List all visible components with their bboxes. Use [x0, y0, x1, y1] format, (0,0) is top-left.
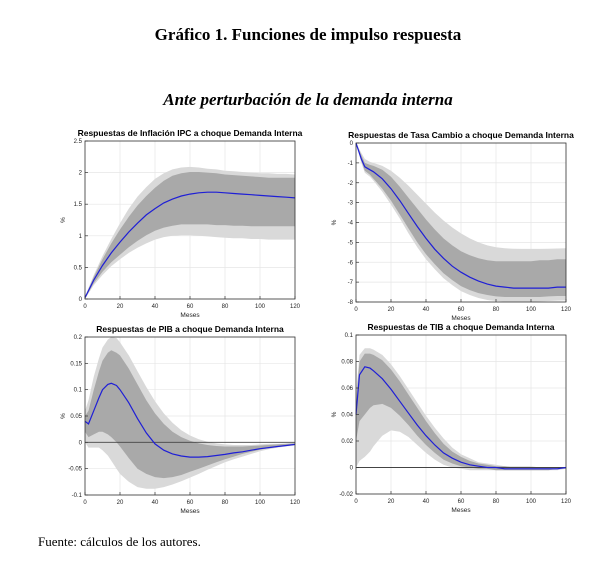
- y-tick-label: 0.1: [73, 387, 82, 394]
- x-tick-label: 80: [492, 499, 500, 505]
- y-axis-label: %: [331, 219, 338, 226]
- y-tick-label: 0.05: [70, 414, 82, 420]
- chart-title: Respuestas de Tasa Cambio a choque Demanda Interna: [348, 130, 574, 140]
- x-tick-label: 100: [254, 304, 266, 310]
- y-tick-label: -8: [347, 300, 353, 306]
- y-tick-label: -7: [347, 280, 353, 287]
- x-tick-label: 40: [422, 499, 430, 505]
- chart-title: Respuestas de TIB a choque Demanda Interna: [367, 322, 555, 332]
- x-axis-label: Meses: [451, 507, 471, 514]
- y-axis-label: %: [60, 413, 67, 419]
- x-tick-label: 20: [387, 499, 395, 505]
- y-tick-label: 1.5: [73, 202, 82, 209]
- y-tick-label: 0.04: [341, 412, 353, 419]
- y-tick-label: 0.15: [70, 361, 82, 368]
- x-tick-label: 80: [492, 307, 500, 313]
- y-tick-label: -1: [347, 160, 353, 167]
- x-axis-label: Meses: [180, 508, 200, 515]
- y-tick-label: 1: [78, 233, 82, 240]
- x-tick-label: 40: [151, 304, 159, 310]
- figure-title: Gráfico 1. Funciones de impulso respuesta: [154, 25, 462, 44]
- y-tick-label: 2: [78, 170, 82, 177]
- y-tick-label: -2: [347, 180, 353, 187]
- x-tick-label: 80: [221, 304, 229, 310]
- x-tick-label: 20: [387, 307, 395, 313]
- source-note: Fuente: cálculos de los autores.: [38, 534, 201, 549]
- x-tick-label: 20: [116, 500, 124, 506]
- y-tick-label: 0.5: [73, 265, 82, 272]
- y-tick-label: -5: [347, 240, 353, 247]
- y-tick-label: -0.1: [71, 493, 82, 499]
- x-tick-label: 120: [289, 304, 301, 310]
- x-tick-label: 0: [83, 500, 87, 506]
- figure-subtitle: Ante perturbación de la demanda interna: [163, 90, 453, 109]
- chart-title: Respuestas de PIB a choque Demanda Interna: [96, 324, 284, 334]
- x-tick-label: 60: [457, 499, 465, 505]
- chart-title: Respuestas de Inflación IPC a choque Demanda Interna: [77, 128, 303, 138]
- chart-tasa-cambio: [304, 124, 580, 322]
- x-tick-label: 120: [289, 500, 301, 506]
- y-tick-label: -6: [347, 260, 353, 267]
- x-tick-label: 0: [354, 499, 358, 505]
- y-tick-label: 0: [349, 465, 353, 472]
- x-tick-label: 100: [254, 500, 266, 506]
- y-tick-label: 0: [78, 440, 82, 447]
- x-tick-label: 120: [560, 499, 572, 505]
- x-tick-label: 20: [116, 304, 124, 310]
- y-tick-label: 0: [349, 141, 353, 147]
- x-tick-label: 60: [186, 304, 194, 310]
- x-tick-label: 0: [354, 307, 358, 313]
- y-tick-label: 0.06: [341, 386, 353, 392]
- y-tick-label: 0.02: [341, 439, 353, 445]
- x-tick-label: 40: [422, 307, 430, 313]
- x-tick-label: 40: [151, 500, 159, 506]
- y-axis-label: %: [331, 411, 338, 418]
- x-axis-label: Meses: [451, 315, 471, 322]
- x-axis-label: Meses: [180, 312, 200, 319]
- y-tick-label: -0.02: [339, 492, 353, 498]
- x-tick-label: 60: [186, 500, 194, 506]
- y-tick-label: 0.08: [341, 359, 353, 366]
- y-tick-label: -4: [347, 220, 353, 227]
- chart-tib: [304, 320, 580, 520]
- y-tick-label: 2.5: [73, 139, 82, 145]
- chart-inflacion: [30, 124, 310, 322]
- x-tick-label: 100: [525, 307, 537, 313]
- y-tick-label: 0.2: [73, 335, 82, 341]
- x-tick-label: 60: [457, 307, 465, 313]
- y-tick-label: 0.1: [344, 333, 353, 339]
- chart-pib: [30, 320, 310, 520]
- x-tick-label: 80: [221, 500, 229, 506]
- x-tick-label: 100: [525, 499, 537, 505]
- y-tick-label: -0.05: [68, 466, 82, 473]
- x-tick-label: 120: [560, 307, 572, 313]
- x-tick-label: 0: [83, 304, 87, 310]
- y-axis-label: %: [60, 217, 67, 223]
- y-tick-label: -3: [347, 200, 353, 207]
- y-tick-label: 0: [78, 297, 82, 303]
